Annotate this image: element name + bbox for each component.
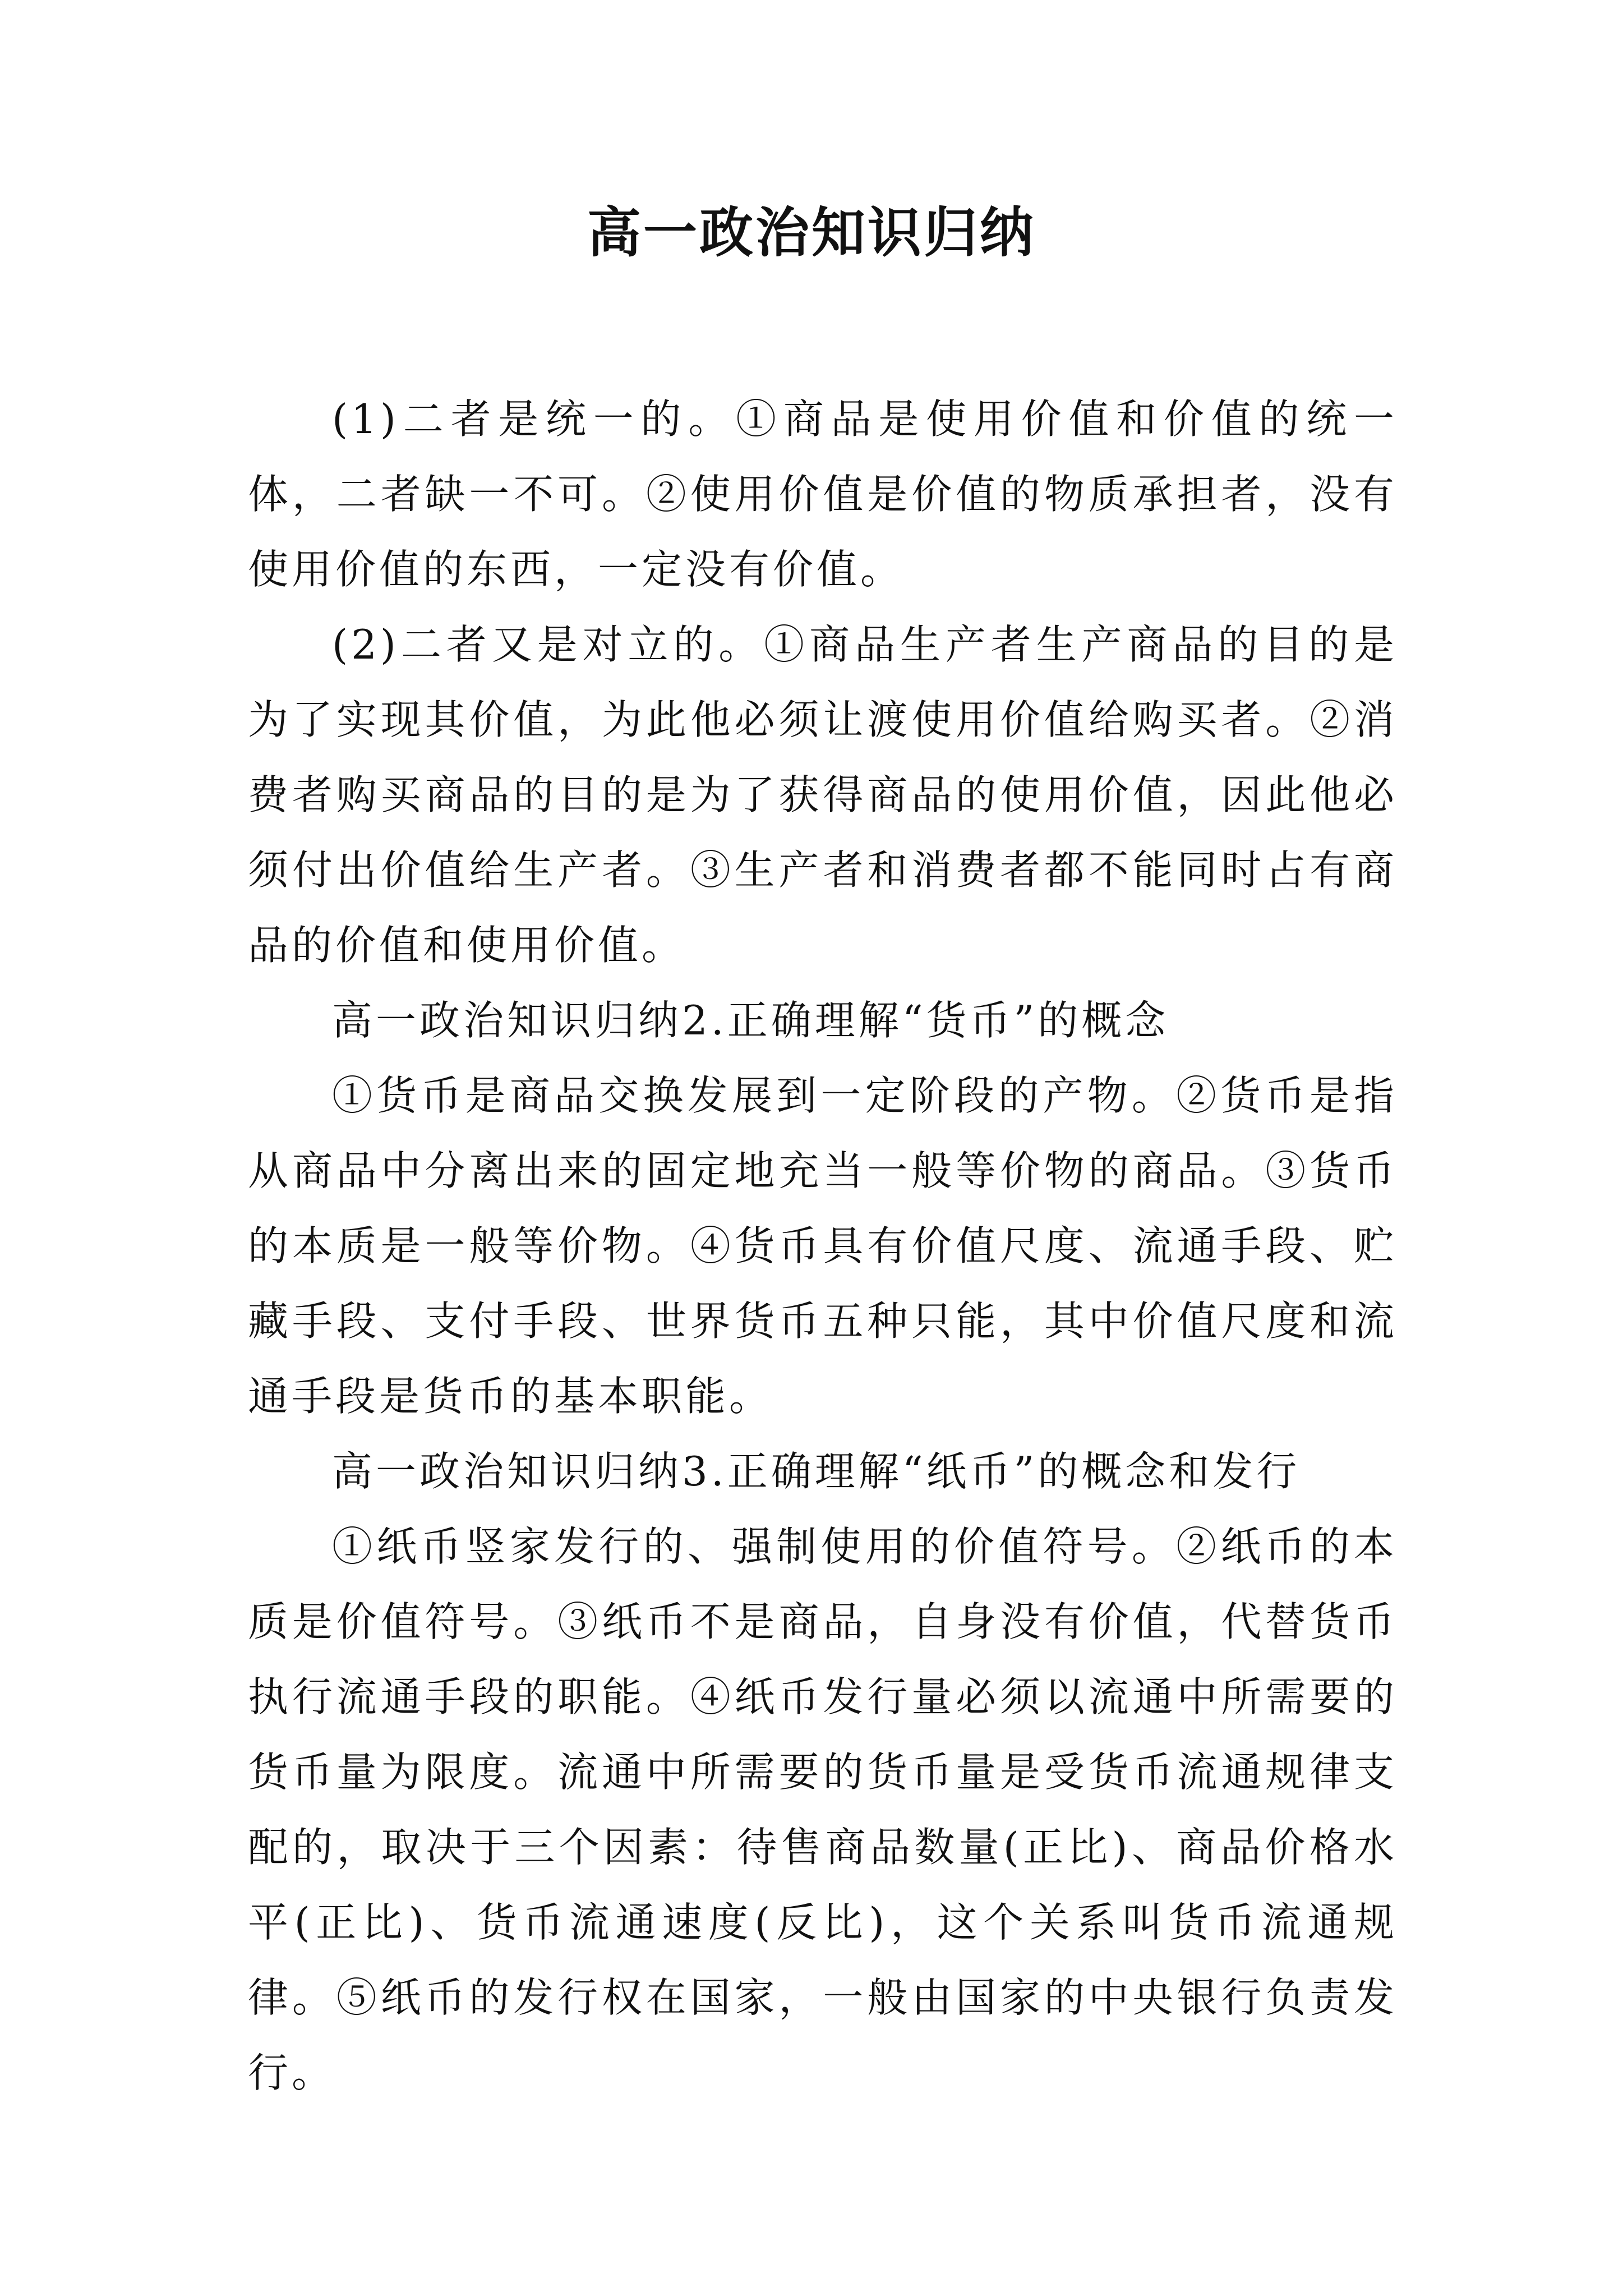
- section-heading-currency: 高一政治知识归纳2.正确理解“货币”的概念: [332, 997, 1169, 1044]
- paragraph-paper-money: ①纸币竖家发行的、强制使用的价值符号。②纸币的本质是价值符号。③纸币不是商品，自身没有价值，代替货币执行流通手段的职能。④纸币发行量必须以流通中所需要的货币量为限度。流通中所需要的货币量是受货币流通规律支配的，取决于三个因素：待售商品数量(正比)、商品价格水平(正比)、货币流通速度(反比)，这个关系叫货币流通规律。⑤纸币的发行权在国家，一般由国家的中央银行负责发行。: [248, 1523, 1398, 2096]
- paragraph-currency: ①货币是商品交换发展到一定阶段的产物。②货币是指从商品中分离出来的固定地充当一般等价物的商品。③货币的本质是一般等价物。④货币具有价值尺度、流通手段、贮藏手段、支付手段、世界货币五种只能，其中价值尺度和流通手段是货币的基本职能。: [248, 1072, 1398, 1420]
- document-body: [248, 381, 1398, 2110]
- paragraph-unity: (1)二者是统一的。①商品是使用价值和价值的统一体，二者缺一不可。②使用价值是价值的物质承担者，没有使用价值的东西，一定没有价值。: [248, 395, 1398, 593]
- section-heading-paper-money: 高一政治知识归纳3.正确理解“纸币”的概念和发行: [332, 1448, 1301, 1495]
- paragraph-opposition: (2)二者又是对立的。①商品生产者生产商品的目的是为了实现其价值，为此他必须让渡使用价值给购买者。②消费者购买商品的目的是为了获得商品的使用价值，因此他必须付出价值给生产者。③生产者和消费者都不能同时占有商品的价值和使用价值。: [248, 621, 1398, 969]
- document-title: 高一政治知识归纳: [587, 201, 1036, 264]
